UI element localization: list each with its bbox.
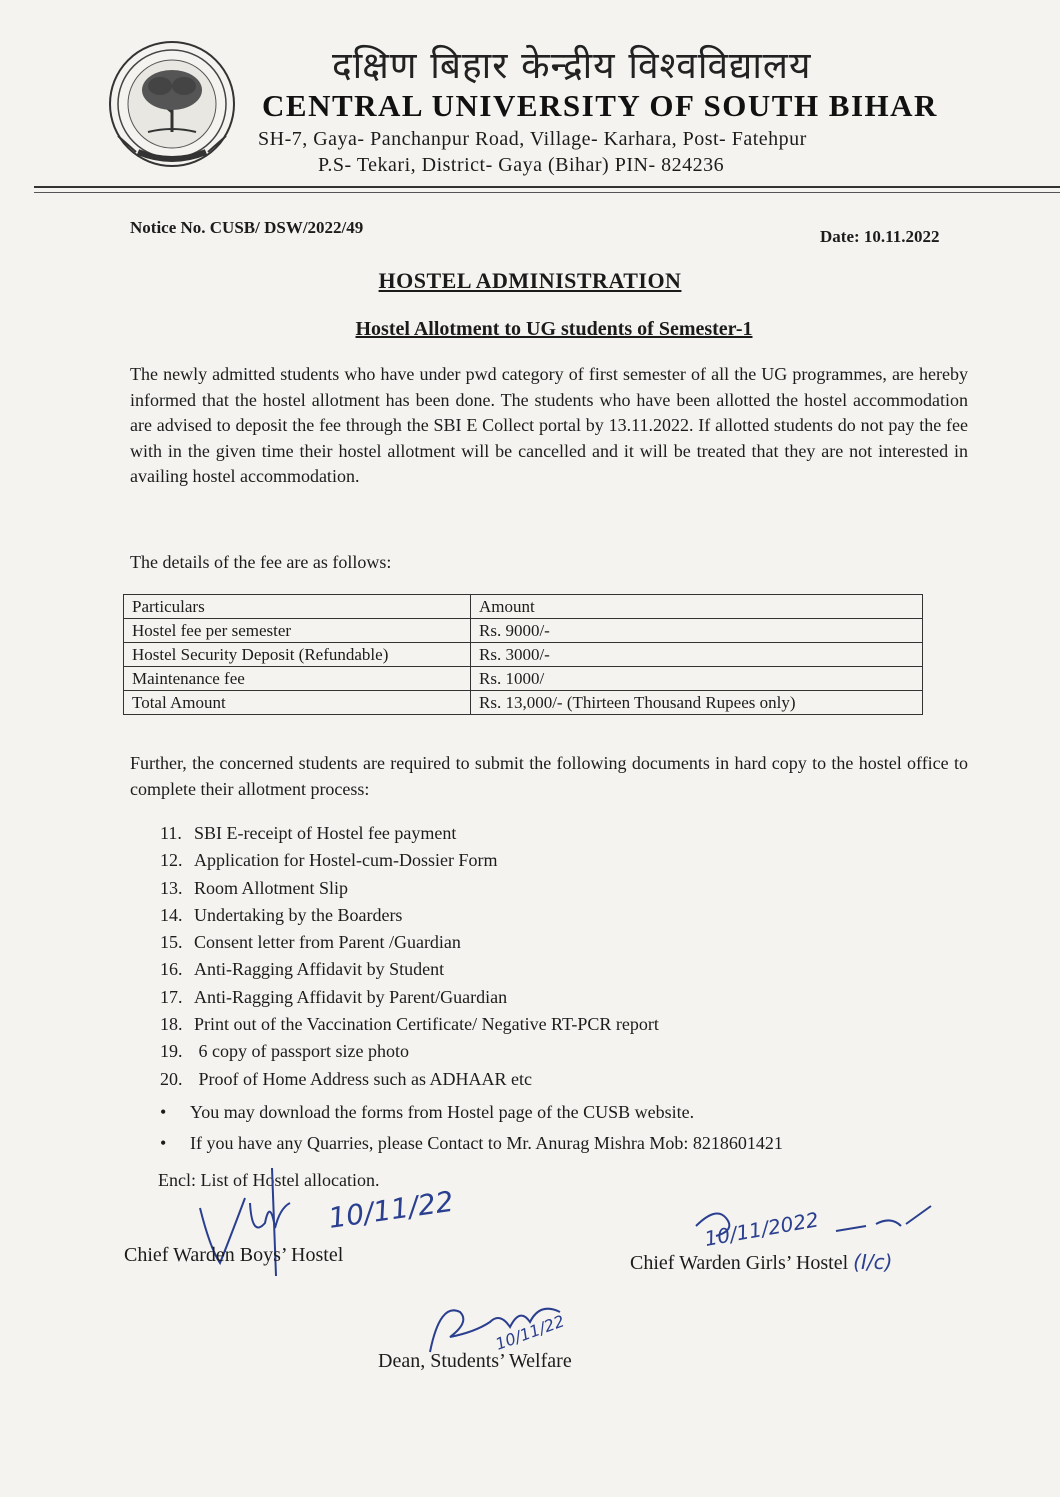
notice-number: Notice No. CUSB/ DSW/2022/49 xyxy=(130,218,364,237)
list-text: Anti-Ragging Affidavit by Student xyxy=(194,959,445,980)
table-cell: Rs. 1000/ xyxy=(471,667,923,691)
list-number: 13. xyxy=(160,877,183,898)
notice-paragraph: The newly admitted students who have under pwd category of first semester of all the UG programmes, are hereby informed that the hostel allotment has been done. The students who have been allotted the hostel accommodation are advised to deposit the fee through the SBI E Collect portal by 13.11.2022. If allotted students do not pay the fee with in the given time their hostel allotment will be cancelled and it will be treated that they are not interested in availing hostel accommodation. xyxy=(130,364,968,486)
list-item xyxy=(160,1097,783,1128)
table-row xyxy=(124,619,923,643)
university-name-english: CENTRAL UNIVERSITY OF SOUTH BIHAR xyxy=(262,88,938,123)
list-text: If you have any Quarries, please Contact to Mr. Anurag Mishra Mob: 8218601421 xyxy=(190,1133,783,1153)
table-row xyxy=(124,667,923,691)
list-item xyxy=(160,902,659,929)
dean-title: Dean, Students’ Welfare xyxy=(378,1350,572,1372)
list-item xyxy=(160,1038,659,1065)
table-cell: Rs. 3000/- xyxy=(471,643,923,667)
university-name-hindi: दक्षिण बिहार केन्द्रीय विश्वविद्यालय xyxy=(332,44,812,87)
enclosure-note: Encl: List of Hostel allocation. xyxy=(158,1170,380,1190)
list-number: 18. xyxy=(160,1014,183,1035)
list-number: 19. xyxy=(160,1041,183,1062)
list-item xyxy=(160,984,659,1011)
list-number: 15. xyxy=(160,932,183,953)
fee-table xyxy=(123,594,923,715)
university-seal-icon xyxy=(108,40,236,168)
list-text: Anti-Ragging Affidavit by Parent/Guardian xyxy=(194,986,508,1007)
boys-warden-title: Chief Warden Boys’ Hostel xyxy=(124,1244,344,1266)
list-number: 14. xyxy=(160,904,183,925)
table-cell: Total Amount xyxy=(124,691,471,715)
list-text: Consent letter from Parent /Guardian xyxy=(194,932,461,953)
documents-list xyxy=(160,820,659,1093)
page-title: HOSTEL ADMINISTRATION xyxy=(378,268,682,293)
list-item xyxy=(160,956,659,983)
page-subtitle: Hostel Allotment to UG students of Semester-1 xyxy=(355,318,753,340)
list-item xyxy=(160,1011,659,1038)
table-cell: Rs. 13,000/- (Thirteen Thousand Rupees only) xyxy=(471,691,923,715)
signature-date: 10/11/22 xyxy=(326,1184,456,1235)
list-number: 17. xyxy=(160,986,183,1007)
table-cell: Hostel fee per semester xyxy=(124,619,471,643)
bullet-icon: • xyxy=(160,1102,167,1122)
table-header-particulars: Particulars xyxy=(124,595,471,619)
notice-date: Date: 10.11.2022 xyxy=(820,227,940,246)
list-text: You may download the forms from Hostel page of the CUSB website. xyxy=(190,1102,695,1122)
list-text: Application for Hostel-cum-Dossier Form xyxy=(194,850,498,871)
list-item xyxy=(160,1066,659,1093)
table-cell: Rs. 9000/- xyxy=(471,619,923,643)
list-number: 11. xyxy=(160,823,182,843)
list-item xyxy=(160,875,659,902)
table-row xyxy=(124,595,923,619)
table-cell: Hostel Security Deposit (Refundable) xyxy=(124,643,471,667)
list-text: 6 copy of passport size photo xyxy=(194,1041,409,1062)
list-text: Undertaking by the Boarders xyxy=(194,904,403,925)
list-item xyxy=(160,820,659,847)
documents-intro: Further, the concerned students are required to submit the following documents in hard copy to the hostel office to complete their allotment process: xyxy=(130,753,968,799)
bullet-icon: • xyxy=(160,1133,167,1153)
list-number: 20. xyxy=(160,1068,183,1089)
girls-warden-title xyxy=(630,1250,892,1275)
table-header-amount: Amount xyxy=(471,595,923,619)
list-number: 12. xyxy=(160,850,183,871)
list-text: Proof of Home Address such as ADHAAR etc xyxy=(194,1068,532,1089)
header-divider xyxy=(34,186,1060,188)
address-line-1: SH-7, Gaya- Panchanpur Road, Village- Karhara, Post- Fatehpur xyxy=(258,128,807,150)
list-text: Print out of the Vaccination Certificate/ Negative RT-PCR report xyxy=(194,1014,659,1035)
table-row xyxy=(124,643,923,667)
list-number: 16. xyxy=(160,959,183,980)
list-item xyxy=(160,847,659,874)
girls-warden-label: Chief Warden Girls’ Hostel xyxy=(630,1252,849,1274)
list-item xyxy=(160,1128,783,1159)
girls-warden-note: (I/c) xyxy=(853,1250,893,1274)
signature-girls-warden xyxy=(686,1196,946,1256)
list-text: SBI E-receipt of Hostel fee payment xyxy=(194,823,457,843)
table-cell: Maintenance fee xyxy=(124,667,471,691)
table-row xyxy=(124,691,923,715)
signature-date: 10/11/22 xyxy=(492,1311,567,1354)
notes-list xyxy=(160,1097,783,1159)
header-divider-thin xyxy=(34,192,1060,193)
fee-intro: The details of the fee are as follows: xyxy=(130,552,392,572)
list-item xyxy=(160,929,659,956)
signature-date: 10/11/2022 xyxy=(702,1207,821,1251)
address-line-2: P.S- Tekari, District- Gaya (Bihar) PIN- 824236 xyxy=(318,154,725,176)
list-text: Room Allotment Slip xyxy=(194,877,349,898)
